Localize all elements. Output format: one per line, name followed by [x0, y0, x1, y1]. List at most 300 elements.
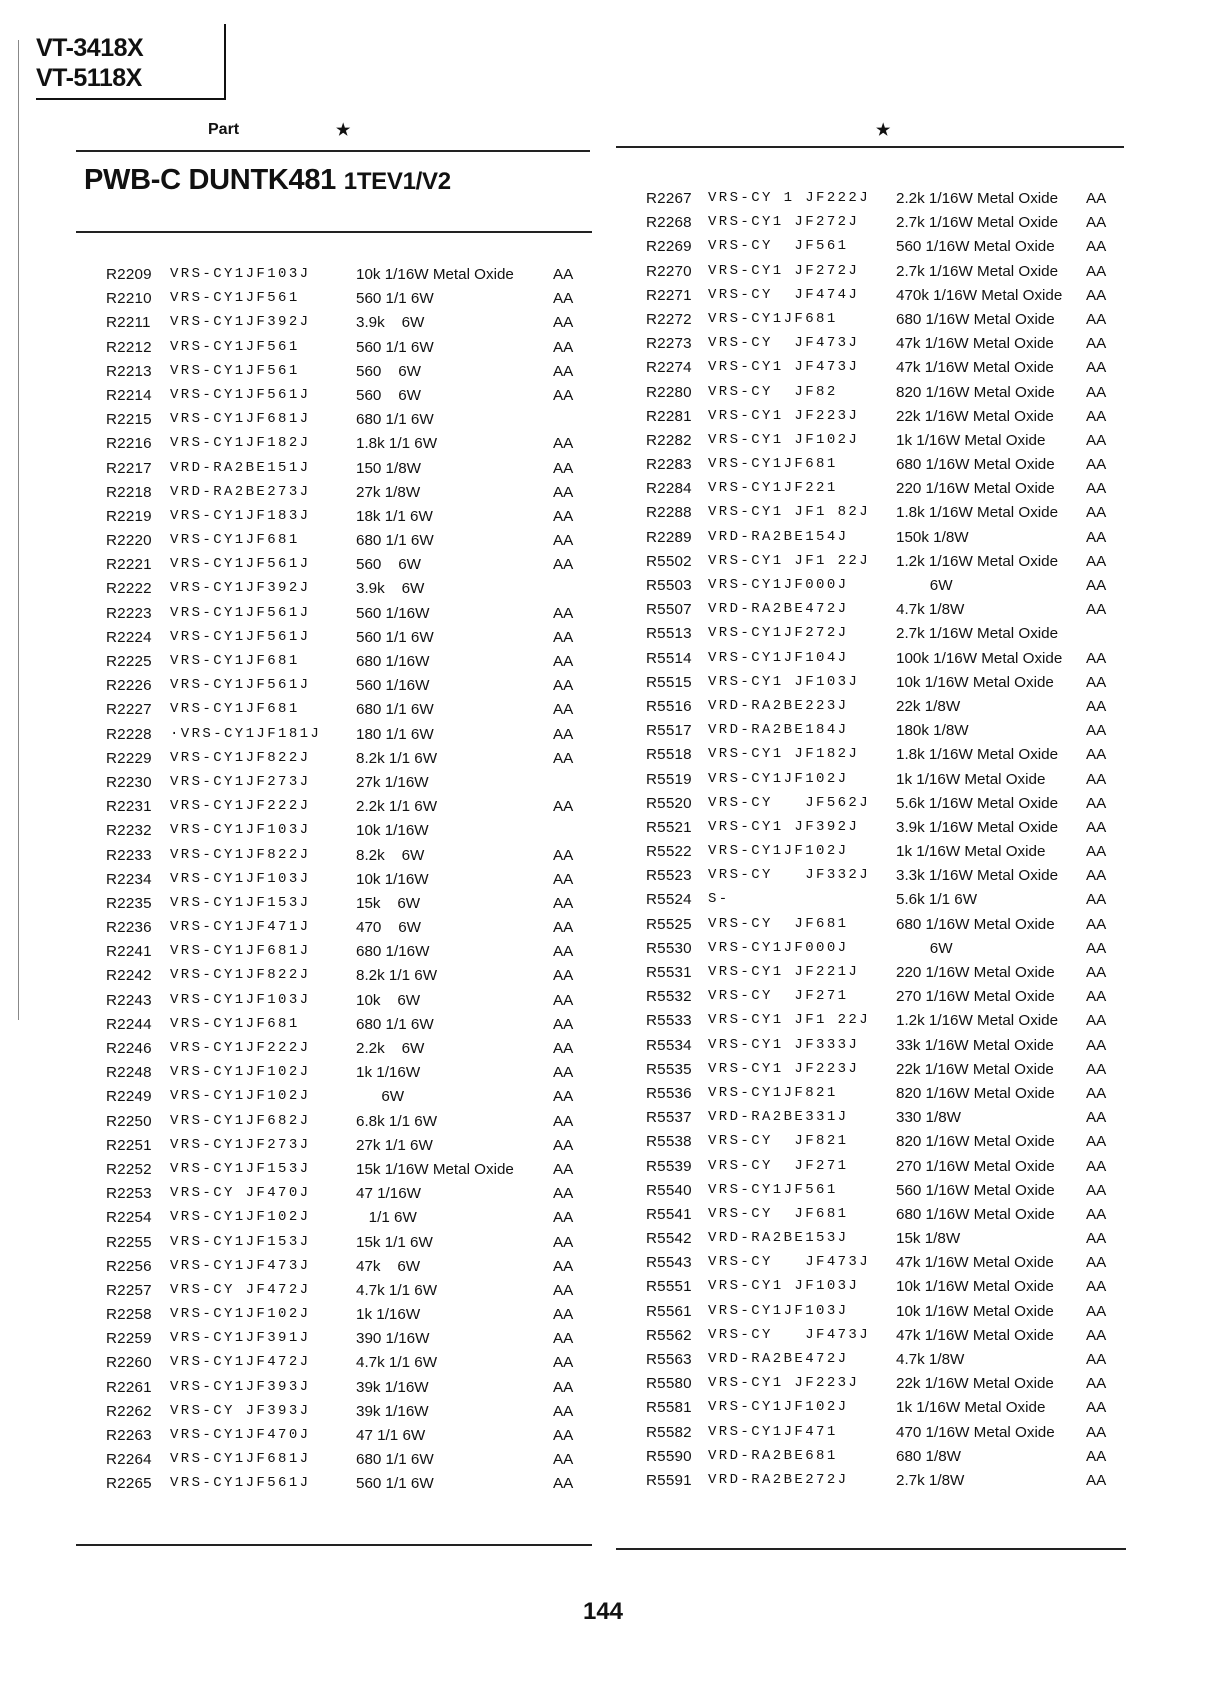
part-reference: R2234: [106, 870, 152, 888]
part-description: 270 1/16W Metal Oxide: [896, 1157, 1055, 1175]
part-code: VRS-CY1JF561: [708, 1181, 838, 1198]
part-code: VRS-CY1JF000J: [708, 577, 849, 593]
part-reference: R2253: [106, 1185, 152, 1203]
parts-list-row: [646, 214, 1146, 238]
part-code: VRD-RA2BE472J: [708, 1351, 849, 1367]
part-rank: AA: [553, 386, 574, 404]
part-code: VRS-CY1JF822J: [170, 749, 311, 766]
part-code: VRS-CY1JF681: [170, 532, 300, 549]
part-code: VRS-CY JF82: [708, 383, 838, 400]
part-reference: R5518: [646, 746, 692, 764]
part-code: VRS-CY1JF102J: [170, 1209, 311, 1226]
part-rank: AA: [553, 798, 574, 816]
parts-list-row: [106, 1427, 606, 1451]
part-code: VRS-CY1JF561J: [170, 556, 311, 573]
part-description: 820 1/16W Metal Oxide: [896, 1133, 1055, 1151]
part-reference: R5503: [646, 577, 692, 594]
parts-list-row: [646, 674, 1146, 698]
part-rank: AA: [1086, 190, 1107, 207]
part-description: 1k 1/16W Metal Oxide: [896, 843, 1046, 861]
part-rank: AA: [1086, 673, 1107, 691]
parts-list-row: [646, 771, 1146, 795]
part-code: VRS-CY1JF822J: [170, 846, 311, 863]
part-code: VRS-CY1JF183J: [170, 507, 311, 524]
parts-list-row: [646, 311, 1146, 335]
part-description: 22k 1/16W Metal Oxide: [896, 1375, 1054, 1393]
part-code: VRS-CY1JF681: [708, 310, 838, 327]
part-description: 22k 1/16W Metal Oxide: [896, 1060, 1054, 1078]
part-code: VRS-CY1JF561: [170, 338, 300, 355]
part-code: VRS-CY1 JF473J: [708, 359, 860, 376]
part-description: 1k 1/16W Metal Oxide: [896, 431, 1046, 449]
parts-list-row: [106, 1451, 606, 1475]
parts-list-row: [646, 1206, 1146, 1230]
part-rank: AA: [553, 266, 574, 283]
part-reference: R5563: [646, 1351, 692, 1368]
parts-list-row: [646, 238, 1146, 262]
part-reference: R2267: [646, 190, 692, 207]
parts-list-row: [106, 1016, 606, 1040]
part-rank: AA: [1086, 1447, 1107, 1465]
part-reference: R2280: [646, 383, 692, 401]
part-description: 22k 1/8W: [896, 697, 961, 715]
part-rank: AA: [553, 628, 574, 646]
part-description: 15k 1/8W: [896, 1230, 961, 1248]
parts-list-row: [106, 460, 606, 484]
part-reference: R5516: [646, 697, 692, 715]
part-code: VRS-CY1JF561J: [170, 677, 311, 694]
part-rank: AA: [553, 967, 574, 985]
part-rank: AA: [553, 919, 574, 937]
part-code: VRS-CY1 JF1 82J: [708, 504, 871, 521]
part-description: 560 6W: [356, 556, 421, 574]
part-code: VRS-CY JF470J: [170, 1185, 311, 1202]
board-name: PWB-C DUNTK481: [84, 164, 336, 196]
parts-list-row: [106, 314, 606, 338]
part-reference: R5530: [646, 939, 692, 957]
part-description: 3.9k 6W: [356, 580, 425, 598]
part-description: 10k 1/16W Metal Oxide: [356, 266, 514, 283]
header-rule-left: [76, 150, 590, 152]
part-rank: AA: [1086, 359, 1107, 377]
part-description: 3.3k 1/16W Metal Oxide: [896, 867, 1059, 885]
part-rank: AA: [553, 677, 574, 695]
part-code: VRD-RA2BE151J: [170, 459, 311, 476]
part-reference: R2281: [646, 407, 692, 425]
parts-list-row: [646, 1182, 1146, 1206]
part-description: 2.2k 6W: [356, 1040, 425, 1057]
part-reference: R2288: [646, 504, 692, 522]
part-reference: R2216: [106, 435, 152, 453]
part-rank: AA: [1086, 577, 1107, 594]
part-code: VRS-CY JF474J: [708, 286, 860, 303]
parts-list-row: [646, 601, 1146, 625]
part-code: VRS-CY JF473J: [708, 335, 860, 352]
parts-list-row: [106, 1161, 606, 1185]
part-description: 27k 1/1 6W: [356, 1136, 433, 1154]
part-code: VRD-RA2BE472J: [708, 601, 849, 618]
part-reference: R2217: [106, 459, 152, 477]
part-reference: R2230: [106, 773, 152, 791]
part-reference: R2229: [106, 749, 152, 767]
part-rank: AA: [1086, 1181, 1107, 1199]
part-reference: R5537: [646, 1109, 692, 1127]
part-rank: AA: [553, 1451, 574, 1469]
part-code: VRS-CY1JF182J: [170, 435, 311, 452]
part-reference: R2236: [106, 919, 152, 937]
part-description: 680 1/1 6W: [356, 1451, 434, 1469]
parts-list-row: [646, 1327, 1146, 1351]
part-code: VRD-RA2BE331J: [708, 1109, 849, 1126]
parts-list-row: [106, 1330, 606, 1354]
part-code: VRS-CY1JF681: [170, 1015, 300, 1032]
part-rank: AA: [1086, 770, 1107, 788]
part-description: 330 1/8W: [896, 1109, 962, 1127]
parts-list-row: [646, 1303, 1146, 1327]
part-reference: R2269: [646, 238, 692, 256]
part-description: 10k 1/16W Metal Oxide: [896, 673, 1054, 691]
part-rank: AA: [553, 1402, 574, 1420]
part-description: 3.9k 1/16W Metal Oxide: [896, 818, 1059, 836]
part-rank: AA: [1086, 1423, 1107, 1441]
part-description: 47k 1/16W Metal Oxide: [896, 1254, 1054, 1272]
parts-list-row: [106, 701, 606, 725]
parts-list-row: [646, 1424, 1146, 1448]
part-code: VRS-CY1 JF223J: [708, 1375, 860, 1392]
part-rank: AA: [553, 943, 574, 961]
part-rank: AA: [1086, 1471, 1107, 1489]
part-reference: R2213: [106, 362, 152, 380]
parts-list-row: [106, 556, 606, 580]
part-code: VRS-CY1 JF1 22J: [708, 1012, 871, 1029]
part-rank: AA: [553, 749, 574, 767]
part-rank: AA: [1086, 262, 1107, 280]
parts-list-row: [646, 625, 1146, 649]
part-description: 680 1/16W Metal Oxide: [896, 310, 1055, 328]
part-code: VRS-CY1JF102J: [170, 1306, 311, 1323]
parts-list-row: [106, 653, 606, 677]
part-reference: R5521: [646, 818, 692, 836]
parts-list-row: [646, 698, 1146, 722]
parts-list-left: [106, 266, 606, 1500]
part-rank: AA: [553, 1088, 574, 1106]
part-code: VRS-CY1 JF333J: [708, 1036, 860, 1053]
part-rank: AA: [553, 1136, 574, 1154]
parts-list-row: [646, 819, 1146, 843]
part-rank: AA: [553, 483, 574, 501]
part-description: 47 1/16W: [356, 1185, 422, 1203]
part-description: 1.8k 1/16W Metal Oxide: [896, 746, 1059, 764]
part-reference: R5519: [646, 770, 692, 788]
parts-list-row: [646, 1375, 1146, 1399]
part-reference: R2258: [106, 1306, 152, 1324]
part-reference: R2225: [106, 653, 152, 670]
part-reference: R5522: [646, 843, 692, 861]
part-description: 220 1/16W Metal Oxide: [896, 480, 1055, 498]
part-description: 470k 1/16W Metal Oxide: [896, 286, 1063, 304]
parts-list-row: [646, 867, 1146, 891]
parts-list-row: [106, 1064, 606, 1088]
part-description: 150k 1/8W: [896, 528, 969, 546]
part-description: 39k 1/16W: [356, 1402, 429, 1420]
part-rank: AA: [1086, 456, 1107, 474]
part-description: 560 1/16W Metal Oxide: [896, 1181, 1055, 1199]
part-code: VRS-CY1JF222J: [170, 798, 311, 815]
part-code: VRD-RA2BE681: [708, 1447, 838, 1464]
part-rank: AA: [1086, 843, 1107, 861]
parts-list-row: [106, 1282, 606, 1306]
parts-list-row: [106, 363, 606, 387]
part-reference: R5580: [646, 1375, 692, 1393]
board-variant: 1TEV1/V2: [343, 168, 451, 195]
part-reference: R2235: [106, 894, 152, 912]
part-rank: AA: [553, 1064, 574, 1082]
part-rank: AA: [553, 314, 574, 332]
parts-list-row: [646, 384, 1146, 408]
part-rank: AA: [553, 556, 574, 574]
part-rank: AA: [553, 1306, 574, 1324]
part-reference: R5531: [646, 964, 692, 981]
part-reference: R2282: [646, 431, 692, 449]
safety-star-icon: ★: [336, 122, 351, 139]
parts-list-row: [646, 1472, 1146, 1496]
part-reference: R2214: [106, 386, 152, 404]
part-code: VRS-CY1JF681J: [170, 943, 311, 960]
part-reference: R2224: [106, 628, 152, 646]
part-description: 2.7k 1/16W Metal Oxide: [896, 262, 1059, 280]
part-reference: R2246: [106, 1040, 152, 1057]
part-reference: R2242: [106, 967, 152, 985]
part-rank: AA: [1086, 794, 1107, 812]
parts-list-row: [646, 529, 1146, 553]
part-description: 10k 1/16W: [356, 870, 429, 888]
part-reference: R2260: [106, 1354, 152, 1372]
part-description: 4.7k 1/1 6W: [356, 1354, 438, 1372]
part-description: 33k 1/16W Metal Oxide: [896, 1036, 1054, 1054]
part-code: VRS-CY JF271: [708, 988, 849, 1005]
part-code: VRS-CY1JF472J: [170, 1354, 311, 1371]
part-code: VRS-CY1 JF223J: [708, 1060, 860, 1077]
part-rank: AA: [1086, 480, 1107, 498]
parts-list-row: [646, 650, 1146, 674]
part-description: 39k 1/16W: [356, 1378, 429, 1396]
parts-list-row: [646, 1012, 1146, 1036]
part-rank: AA: [1086, 939, 1107, 957]
part-code: VRD-RA2BE273J: [170, 483, 311, 500]
part-description: 680 1/1 6W: [356, 532, 434, 550]
part-reference: R5534: [646, 1036, 692, 1054]
parts-list-row: [106, 1234, 606, 1258]
part-description: 220 1/16W Metal Oxide: [896, 964, 1055, 981]
part-description: 27k 1/16W: [356, 773, 429, 791]
parts-list-row: [106, 992, 606, 1016]
part-code: VRS-CY1JF102J: [708, 770, 849, 787]
part-reference: R5525: [646, 915, 692, 933]
part-code: VRS-CY1JF153J: [170, 1233, 311, 1250]
header-rule-right: [616, 146, 1124, 148]
part-description: 560 1/1 6W: [356, 628, 434, 646]
part-reference: R5551: [646, 1278, 692, 1296]
parts-list-row: [646, 891, 1146, 915]
part-code: VRS-CY1 JF103J: [708, 1278, 860, 1295]
part-code: VRS-CY1JF681: [170, 653, 300, 669]
part-description: 4.7k 1/8W: [896, 1351, 965, 1368]
part-reference: R2257: [106, 1281, 152, 1299]
part-description: 8.2k 1/1 6W: [356, 967, 438, 985]
page-number: 144: [582, 1598, 624, 1625]
part-description: 680 1/16W Metal Oxide: [896, 456, 1055, 474]
part-reference: R5532: [646, 988, 692, 1006]
part-code: VRD-RA2BE154J: [708, 528, 849, 545]
part-description: 560 1/1 6W: [356, 338, 434, 356]
part-reference: R2249: [106, 1088, 152, 1106]
parts-list-right: [646, 190, 1146, 1496]
part-description: 47k 1/16W Metal Oxide: [896, 335, 1054, 353]
parts-list-row: [106, 1185, 606, 1209]
part-rank: AA: [553, 1040, 574, 1057]
parts-list-row: [646, 1037, 1146, 1061]
part-description: 470 6W: [356, 919, 421, 937]
part-code: VRS-CY1JF473J: [170, 1257, 311, 1274]
part-rank: AA: [553, 435, 574, 453]
part-rank: AA: [553, 1354, 574, 1372]
part-description: 560 1/16W: [356, 604, 430, 622]
part-rank: AA: [1086, 1351, 1107, 1368]
part-description: 680 1/1 6W: [356, 701, 434, 719]
part-description: 2.7k 1/8W: [896, 1471, 965, 1489]
part-rank: AA: [1086, 1036, 1107, 1054]
part-rank: AA: [553, 701, 574, 719]
part-reference: R5561: [646, 1302, 692, 1320]
part-rank: AA: [553, 1427, 574, 1444]
part-code: VRS-CY1JF103J: [708, 1302, 849, 1319]
part-code: VRD-RA2BE184J: [708, 722, 849, 739]
part-description: 6W: [896, 577, 953, 594]
model-number-box: [36, 24, 226, 100]
part-reference: R5538: [646, 1133, 692, 1151]
part-description: 180k 1/8W: [896, 722, 969, 740]
part-rank: AA: [1086, 286, 1107, 304]
parts-list-row: [646, 940, 1146, 964]
section-title: [84, 164, 451, 197]
parts-list-row: [106, 871, 606, 895]
part-description: 680 1/8W: [896, 1447, 962, 1465]
part-rank: AA: [1086, 238, 1107, 256]
part-description: 680 1/16W: [356, 653, 430, 670]
part-description: 10k 1/16W Metal Oxide: [896, 1278, 1054, 1296]
part-description: 680 1/16W: [356, 943, 430, 961]
part-reference: R5524: [646, 891, 692, 909]
part-rank: AA: [1086, 552, 1107, 570]
part-rank: AA: [553, 290, 574, 308]
part-reference: R5502: [646, 552, 692, 570]
part-code: VRS-CY1JF273J: [170, 773, 311, 790]
part-description: 2.2k 1/16W Metal Oxide: [896, 190, 1059, 207]
part-code: VRS-CY1JF561J: [170, 604, 311, 621]
model-number: VT-5118X: [36, 64, 142, 92]
part-rank: AA: [553, 870, 574, 888]
part-reference: R2263: [106, 1427, 152, 1444]
part-reference: R2252: [106, 1160, 152, 1178]
parts-list-row: [646, 843, 1146, 867]
parts-list-row: [646, 1109, 1146, 1133]
part-description: 47 1/1 6W: [356, 1427, 426, 1444]
part-code: VRS-CY1JF822J: [170, 967, 311, 984]
part-rank: AA: [1086, 867, 1107, 885]
part-reference: R5543: [646, 1254, 692, 1272]
part-rank: AA: [1086, 335, 1107, 353]
parts-list-row: [646, 577, 1146, 601]
parts-list-row: [106, 508, 606, 532]
part-rank: AA: [553, 1015, 574, 1033]
part-rank: AA: [1086, 964, 1107, 981]
parts-list-row: [106, 774, 606, 798]
parts-list-row: [106, 1354, 606, 1378]
part-description: 18k 1/1 6W: [356, 507, 433, 525]
parts-list-row: [646, 190, 1146, 214]
part-code: VRS-CY1JF000J: [708, 939, 849, 956]
part-reference: R5520: [646, 794, 692, 812]
part-code: S-: [708, 891, 730, 908]
part-code: VRS-CY1JF153J: [170, 1160, 311, 1177]
part-description: 560 1/16W: [356, 677, 430, 695]
parts-list-row: [646, 432, 1146, 456]
parts-list-row: [646, 1133, 1146, 1157]
parts-list-row: [106, 798, 606, 822]
part-rank: AA: [553, 725, 574, 743]
parts-list-row: [106, 411, 606, 435]
margin-binding-line: [18, 40, 19, 1020]
parts-list-row: [646, 1061, 1146, 1085]
part-code: VRS-CY JF472J: [170, 1281, 311, 1298]
part-description: 150 1/8W: [356, 459, 422, 477]
part-reference: R5562: [646, 1326, 692, 1344]
part-reference: R5541: [646, 1205, 692, 1223]
part-reference: R5513: [646, 625, 692, 643]
part-reference: R2270: [646, 262, 692, 280]
part-reference: R2228: [106, 725, 152, 743]
part-reference: R5523: [646, 867, 692, 885]
parts-list-row: [106, 605, 606, 629]
part-code: VRS-CY1JF102J: [170, 1088, 311, 1105]
parts-list-row: [106, 847, 606, 871]
part-rank: AA: [553, 362, 574, 380]
parts-list-row: [646, 1399, 1146, 1423]
part-description: 560 1/1 6W: [356, 290, 434, 308]
parts-list-row: [646, 553, 1146, 577]
part-description: 560 1/1 6W: [356, 1475, 434, 1493]
part-description: 6.8k 1/1 6W: [356, 1112, 438, 1130]
parts-list-row: [646, 480, 1146, 504]
part-description: 180 1/1 6W: [356, 725, 434, 743]
part-code: VRS-CY1JF153J: [170, 894, 311, 911]
part-description: 47k 6W: [356, 1257, 421, 1275]
part-rank: AA: [1086, 1133, 1107, 1151]
part-code: VRS-CY JF473J: [708, 1254, 871, 1271]
part-description: 5.6k 1/1 6W: [896, 891, 978, 909]
part-description: 1/1 6W: [356, 1209, 417, 1227]
parts-list-row: [106, 750, 606, 774]
part-rank: AA: [1086, 746, 1107, 764]
parts-list-row: [106, 1306, 606, 1330]
parts-list-row: [106, 435, 606, 459]
part-description: 560 6W: [356, 362, 421, 380]
part-reference: R5535: [646, 1060, 692, 1078]
parts-list-row: [646, 722, 1146, 746]
part-rank: AA: [1086, 407, 1107, 425]
part-code: ·VRS-CY1JF181J: [170, 725, 322, 742]
part-rank: AA: [553, 1281, 574, 1299]
